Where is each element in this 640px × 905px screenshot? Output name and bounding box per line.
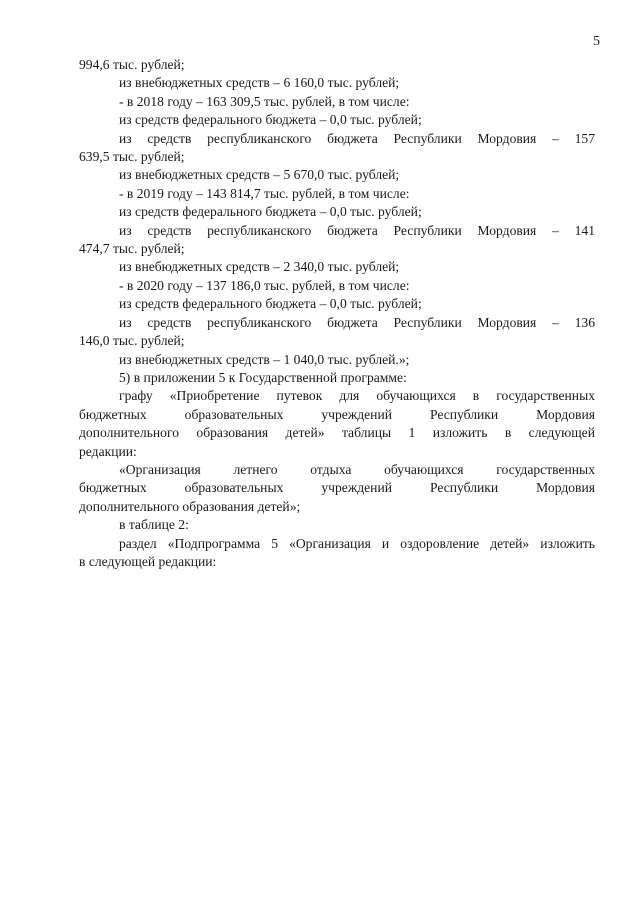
text-line: из средств федерального бюджета – 0,0 тыс. рублей;: [119, 112, 422, 128]
text-line: из внебюджетных средств – 2 340,0 тыс. рублей;: [119, 259, 400, 275]
text-line: из средств республиканского бюджета Республики Мордовия – 136: [119, 314, 595, 330]
text-line: - в 2018 году – 163 309,5 тыс. рублей, в том числе:: [119, 93, 410, 109]
text-line: 474,7 тыс. рублей;: [79, 241, 185, 257]
text-line: в таблице 2:: [119, 517, 189, 533]
text-line: из средств федерального бюджета – 0,0 тыс. рублей;: [119, 296, 422, 312]
text-line: из средств республиканского бюджета Республики Мордовия – 141: [119, 222, 595, 238]
text-line: - в 2020 году – 137 186,0 тыс. рублей, в том числе:: [119, 277, 410, 293]
text-line: «Организация летнего отдыха обучающихся государственных: [119, 461, 595, 477]
text-line: раздел «Подпрограмма 5 «Организация и оздоровление детей» изложить: [119, 535, 595, 551]
text-line: бюджетных образовательных учреждений Республики Мордовия: [79, 480, 595, 496]
document-body: [79, 56, 595, 571]
text-line: из внебюджетных средств – 6 160,0 тыс. рублей;: [119, 75, 400, 91]
text-line: редакции:: [79, 443, 137, 459]
text-line: из внебюджетных средств – 5 670,0 тыс. рублей;: [119, 167, 400, 183]
text-line: из средств республиканского бюджета Республики Мордовия – 157: [119, 130, 595, 146]
text-line: 639,5 тыс. рублей;: [79, 149, 185, 165]
text-line: - в 2019 году – 143 814,7 тыс. рублей, в том числе:: [119, 185, 410, 201]
text-line: 994,6 тыс. рублей;: [79, 57, 185, 72]
text-line: графу «Приобретение путевок для обучающихся в государственных: [119, 388, 595, 404]
text-line: из внебюджетных средств – 1 040,0 тыс. рублей.»;: [119, 351, 410, 367]
text-line: бюджетных образовательных учреждений Республики Мордовия: [79, 406, 595, 422]
text-line: 5) в приложении 5 к Государственной программе:: [119, 369, 407, 385]
text-line: дополнительного образования детей» таблицы 1 изложить в следующей: [79, 425, 595, 441]
text-line: в следующей редакции:: [79, 553, 217, 569]
page-number: 5: [593, 34, 600, 49]
text-line: из средств федерального бюджета – 0,0 тыс. рублей;: [119, 204, 422, 220]
text-line: дополнительного образования детей»;: [79, 498, 301, 514]
text-line: 146,0 тыс. рублей;: [79, 333, 185, 349]
